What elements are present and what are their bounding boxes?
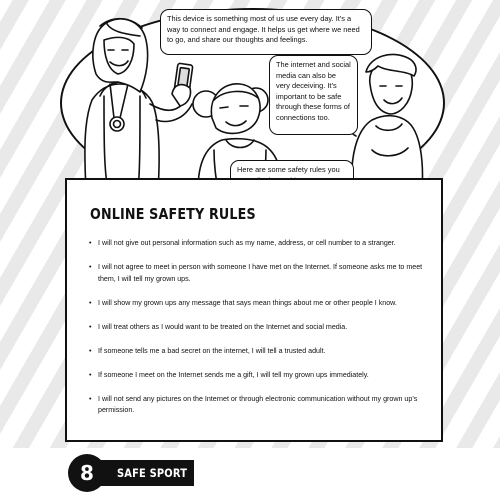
rule-text: I will show my grown ups any message that says mean things about me or other people I know. bbox=[98, 298, 397, 307]
rule-text: I will not give out personal information such as my name, address, or cell number to a stranger. bbox=[98, 239, 396, 247]
bullet-icon: • bbox=[89, 322, 92, 331]
rule-item bbox=[89, 370, 424, 382]
bullet-icon: • bbox=[89, 346, 92, 355]
rules-title: ONLINE SAFETY RULES bbox=[90, 205, 256, 223]
smartphone-icon bbox=[172, 63, 193, 106]
rule-text: If someone tells me a bad secret on the internet, I will tell a trusted adult. bbox=[98, 346, 326, 355]
rule-item bbox=[89, 322, 424, 334]
brand-bar bbox=[96, 460, 194, 486]
bullet-icon: • bbox=[89, 394, 92, 403]
rule-item bbox=[89, 298, 424, 310]
rule-text: If someone I meet on the Internet sends me a gift, I will tell my grown ups immediately. bbox=[98, 370, 369, 379]
page-footer bbox=[0, 448, 500, 500]
rule-text: I will not agree to meet in person with someone I have met on the Internet. If someone asks me to meet them, I will tell my grown ups. bbox=[98, 263, 423, 283]
rule-item bbox=[89, 262, 424, 285]
rule-item bbox=[89, 346, 424, 358]
speech-bubble-girl: Here are some safety rules you bbox=[230, 160, 354, 187]
bullet-icon: • bbox=[89, 239, 92, 247]
speech-bubble-boy: The internet and social media can also be very deceiving. It’s important to be safe through these forms of connections too. bbox=[269, 55, 358, 135]
rules-list bbox=[89, 238, 424, 429]
rule-text: I will treat others as I would want to be treated on the Internet and social media. bbox=[98, 322, 348, 331]
bullet-icon: • bbox=[89, 263, 92, 271]
brand-name: SAFE SPORT bbox=[117, 466, 188, 480]
rule-item bbox=[89, 394, 424, 417]
online-safety-rules-panel bbox=[65, 178, 443, 442]
page-number: 8 bbox=[68, 454, 106, 492]
speech-bubble-woman: This device is something most of us use every day. It’s a way to connect and engage. It helps us get where we need to go, and share our thoughts and feelings. bbox=[160, 9, 372, 55]
rule-text: I will not send any pictures on the Internet or through electronic communication without my grown up’s permission. bbox=[98, 394, 418, 414]
bullet-icon: • bbox=[89, 370, 92, 379]
bullet-icon: • bbox=[89, 298, 92, 307]
illustration-scene bbox=[0, 0, 500, 190]
rule-item bbox=[89, 238, 424, 250]
